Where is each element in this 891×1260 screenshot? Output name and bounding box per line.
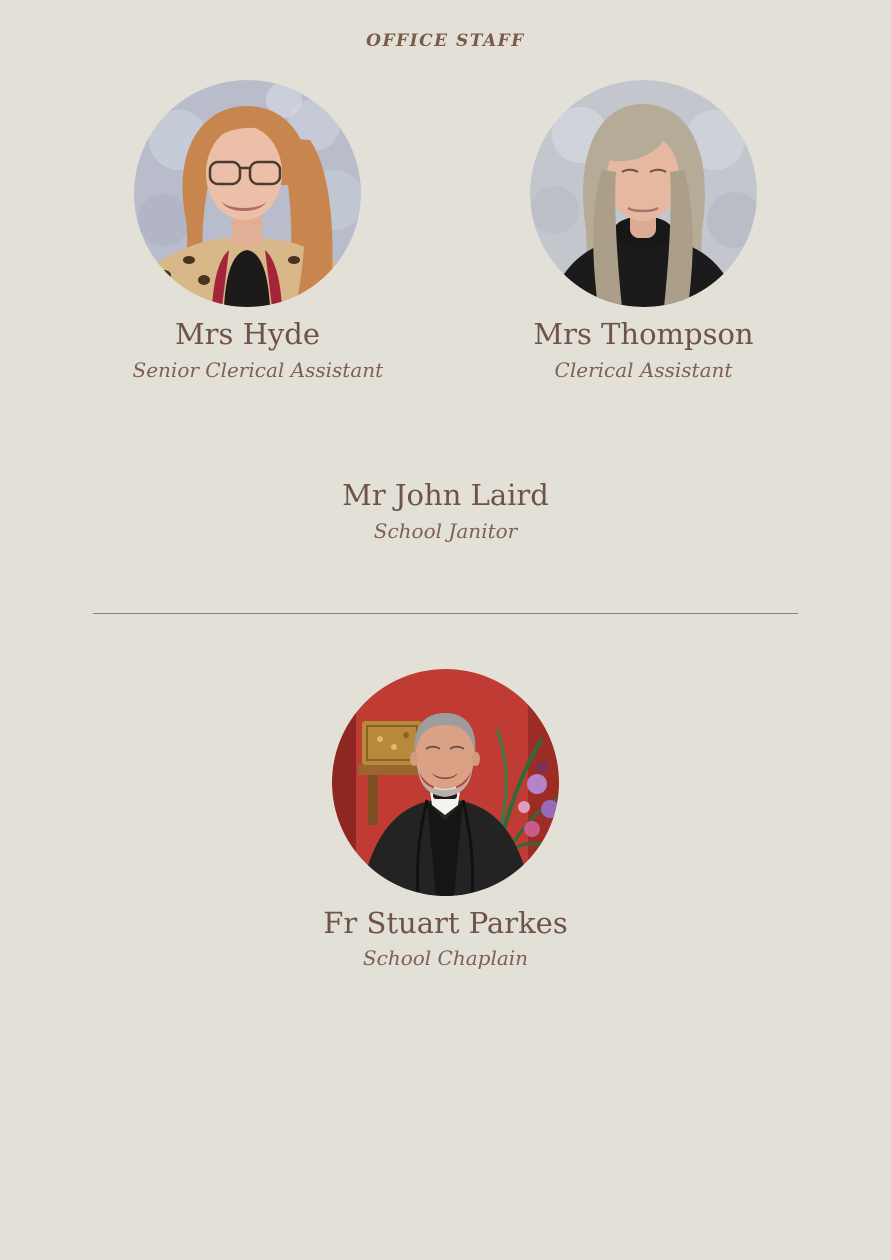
staff-row-top (0, 80, 891, 382)
staff-name: Mr John Laird (342, 477, 549, 512)
portrait-mrs-thompson-image (530, 80, 757, 307)
staff-photo-mrs-thompson (530, 80, 757, 307)
portrait-fr-parkes-image (332, 669, 559, 896)
staff-name: Mrs Thompson (533, 317, 754, 351)
staff-card-mrs-thompson (529, 80, 759, 382)
staff-name: Fr Stuart Parkes (323, 905, 568, 940)
portrait-mrs-hyde-image (134, 80, 361, 307)
staff-photo-mrs-hyde (134, 80, 361, 307)
staff-card-fr-parkes (0, 669, 891, 971)
staff-card-john-laird (0, 478, 891, 543)
staff-role: School Chaplain (362, 946, 529, 971)
staff-role: School Janitor (373, 518, 518, 543)
staff-photo-fr-parkes (332, 669, 559, 896)
staff-role: Senior Clerical Assistant (132, 357, 384, 382)
section-divider (93, 613, 798, 614)
staff-card-mrs-hyde (132, 80, 384, 382)
staff-name: Mrs Hyde (174, 317, 321, 351)
staff-role: Clerical Assistant (554, 357, 733, 382)
page-title: OFFICE STAFF (366, 31, 525, 51)
